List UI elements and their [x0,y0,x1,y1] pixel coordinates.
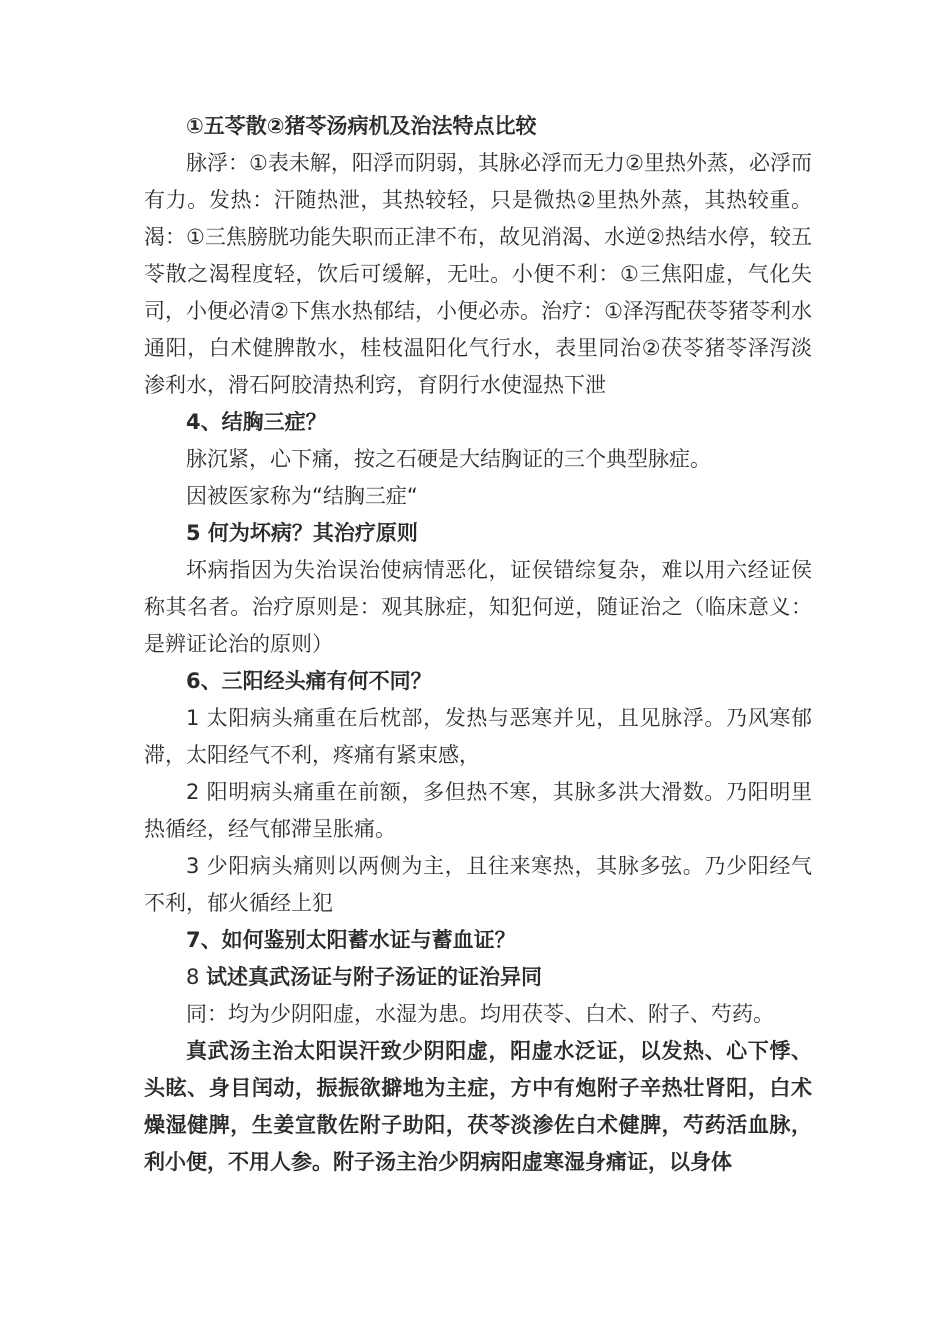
paragraph-jiexiong-2: 因被医家称为“结胸三症“ [186,484,418,508]
paragraph-wuling-zhuling-comparison: 脉浮：①表未解，阳浮而阴弱，其脉必浮而无力②里热外蒸，必浮而有力。发热：汗随热泄，其热较轻，只是微热②里热外蒸，其热较重。渴：①三焦膀胱功能失职而正津不布，故见消渴、水逆②热结水停，较五苓散之渴程度轻，饮后可缓解，无吐。小便不利：①三焦阳虚，气化失司，小便必清②下焦水热郁结，小便必赤。治疗：①泽泻配茯苓猪苓利水通阳，白术健脾散水，桂枝温阳化气行水，表里同治②茯苓猪苓泽泻淡渗利水，滑石阿胶清热利窍，育阴行水使湿热下泄 [144,151,812,397]
section-heading-jiexiong [144,404,812,441]
paragraph-zhenwu-fuzi-same: 同：均为少阴阳虚，水湿为患。均用茯苓、白术、附子、芍药。 [186,1002,774,1026]
paragraph-taiyang-toutong: 1 太阳病头痛重在后枕部，发热与恶寒并见，且见脉浮。乃风寒郁滞，太阳经气不利，疼痛有紧束感， [144,706,812,767]
section-heading-sanyang-toutong: 6、三阳经头痛有何不同？ [186,669,432,693]
paragraph-huaibing: 坏病指因为失治误治使病情恶化，证侯错综复杂，难以用六经证侯称其名者。治疗原则是：观其脉症，知犯何逆，随证治之（临床意义：是辨证论治的原则） [144,558,812,656]
section-heading-zhenwu-fuzi-text: 试述真武汤证与附子汤证的证治异同 [206,965,543,989]
section-heading-jiexiong-text: 4、结胸三症？ [186,410,327,434]
section-heading-wuling-zhuling: ①五苓散②猪苓汤病机及治法特点比较 [186,114,537,138]
section-heading-xushui-xuxue: 7、如何鉴别太阳蓄水证与蓄血证？ [186,928,516,952]
document-page [144,108,812,1181]
paragraph-yangming-toutong: 2 阳明病头痛重在前额，多但热不寒，其脉多洪大滑数。乃阳明里热循经，经气郁滞呈胀痛。 [144,780,812,841]
section-heading-huaibing: 5 何为坏病？其治疗原则 [186,521,418,545]
paragraph-shaoyang-toutong: 3 少阳病头痛则以两侧为主，且往来寒热，其脉多弦。乃少阳经气不利，郁火循经上犯 [144,854,812,915]
paragraph-jiexiong-1: 脉沉紧，心下痛，按之石硬是大结胸证的三个典型脉症。 [186,447,711,471]
section-heading-zhenwu-fuzi-number: 8 [186,965,207,989]
paragraph-zhenwu-fuzi-diff: 真武汤主治太阳误汗致少阴阳虚，阳虚水泛证，以发热、心下悸、头眩、身目闰动，振振欲擗地为主症，方中有炮附子辛热壮肾阳，白术燥湿健脾，生姜宣散佐附子助阳，茯苓淡渗佐白术健脾，芍药活血脉，利小便，不用人参。附子汤主治少阴病阳虚寒湿身痛证，以身体 [144,1039,812,1174]
section-heading-zhenwu-fuzi [144,959,812,996]
